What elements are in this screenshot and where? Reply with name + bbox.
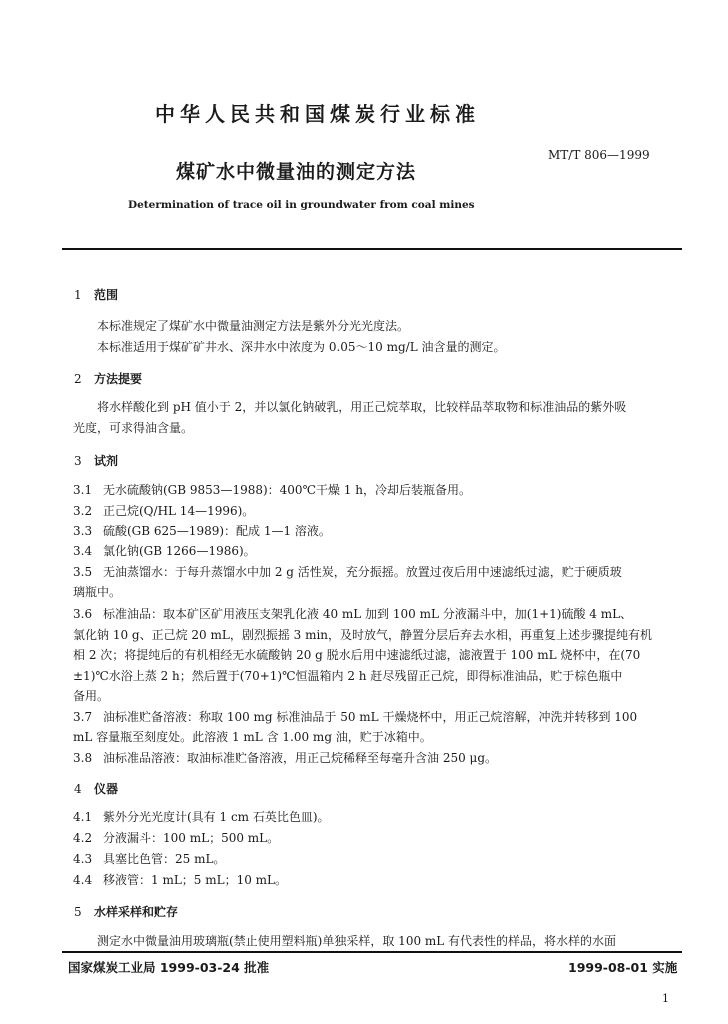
approval-line: 国家煤炭工业局 1999-03-24 批准 [68,960,270,975]
list-item [73,829,279,846]
item-number: 3.7 [73,710,93,724]
section-number: 1 [74,288,82,302]
effective-date: 1999-08-01 实施 [568,960,678,975]
section-number: 2 [74,372,82,386]
section-title: 试剂 [94,454,119,468]
item-number: 3.5 [73,565,93,579]
list-item [73,522,331,539]
section-heading [74,780,118,797]
list-item [73,749,497,766]
list-item [73,871,287,888]
item-number: 4.3 [73,852,93,866]
section-number: 5 [74,905,82,919]
item-text: 氯化钠(GB 1266—1986)。 [103,544,256,558]
item-continuation: ±1)℃水浴上蒸 2 h；然后置于(70+1)℃恒温箱内 2 h 赶尽残留正己烷，即得标准油品，贮于棕色瓶中 [73,669,623,683]
item-number: 4.1 [73,810,93,824]
item-text: 紫外分光光度计(具有 1 cm 石英比色皿)。 [103,810,330,824]
item-text: 无油蒸馏水：于每升蒸馏水中加 2 g 活性炭，充分振摇。放置过夜后用中速滤纸过滤，贮于硬质玻 [103,565,622,579]
section-heading [74,286,118,303]
paragraph: 将水样酸化到 pH 值小于 2，并以氯化钠破乳，用正己烷萃取，比较样品萃取物和标准油品的紫外吸 [97,400,627,414]
item-number: 4.2 [73,831,93,845]
item-number: 3.3 [73,524,93,538]
item-number: 3.1 [73,483,93,497]
header-divider [62,248,682,250]
section-title: 方法提要 [94,372,143,386]
page-title: 煤矿水中微量油的测定方法 [176,161,417,183]
item-number: 3.2 [73,504,93,518]
paragraph: 本标准适用于煤矿矿井水、深井水中浓度为 0.05～10 mg/L 油含量的测定。 [97,340,506,354]
item-text: 标准油品：取本矿区矿用液压支架乳化液 40 mL 加到 100 mL 分液漏斗中，加(1+1)硫酸 4 mL、 [103,607,633,621]
paragraph: 测定水中微量油用玻璃瓶(禁止使用塑料瓶)单独采样，取 100 mL 有代表性的样品，将水样的水面 [97,934,617,948]
list-item [73,605,632,622]
item-text: 油标准贮备溶液：称取 100 mg 标准油品于 50 mL 干燥烧杯中，用正己烷溶解，冲洗并转移到 100 [103,710,638,724]
item-text: 分液漏斗：100 mL；500 mL。 [103,831,280,845]
item-continuation: 氯化钠 10 g、正己烷 20 mL，剧烈振摇 3 min，及时放气，静置分层后弃去水相，再重复上述步骤提纯有机 [73,628,653,642]
section-number: 4 [74,782,82,796]
item-number: 4.4 [73,873,93,887]
section-heading [74,370,142,387]
section-number: 3 [74,454,82,468]
section-heading [74,452,118,469]
item-number: 3.6 [73,607,93,621]
item-number: 3.8 [73,751,93,765]
item-text: 硫酸(GB 625—1989)：配成 1—1 溶液。 [103,524,331,538]
section-title: 仪器 [94,782,119,796]
item-continuation: 相 2 次；将提纯后的有机相经无水硫酸钠 20 g 脱水后用中速滤纸过滤，滤液置于 100 mL 烧杯中，在(70 [73,648,641,662]
list-item [73,502,254,519]
item-continuation: 璃瓶中。 [73,585,122,599]
paragraph: 本标准规定了煤矿水中微量油测定方法是紫外分光光度法。 [97,319,410,333]
page-number: 1 [662,992,669,1005]
section-title: 水样采样和贮存 [94,905,179,919]
list-item [73,542,256,559]
item-number: 3.4 [73,544,93,558]
list-item [73,808,330,825]
item-text: 具塞比色管：25 mL。 [103,852,226,866]
section-heading [74,903,178,920]
list-item [73,481,471,498]
item-continuation: 备用。 [73,689,110,703]
standard-category: 中华人民共和国煤炭行业标准 [155,102,480,126]
english-title: Determination of trace oil in groundwater from coal mines [128,199,475,211]
paragraph: 光度，可求得油含量。 [73,421,194,435]
list-item [73,563,622,580]
item-continuation: mL 容量瓶至刻度处。此溶液 1 mL 含 1.00 mg 油，贮于冰箱中。 [73,730,432,744]
item-text: 无水硫酸钠(GB 9853—1988)：400℃干燥 1 h，冷却后装瓶备用。 [103,483,471,497]
standard-code: MT/T 806—1999 [548,148,650,162]
item-text: 正己烷(Q/HL 14—1996)。 [103,504,255,518]
list-item [73,708,637,725]
section-title: 范围 [94,288,119,302]
footer-divider [62,951,682,953]
item-text: 移液管：1 mL；5 mL；10 mL。 [103,873,288,887]
item-text: 油标准品溶液：取油标准贮备溶液，用正己烷稀释至每毫升含油 250 μg。 [103,751,498,765]
list-item [73,850,225,867]
